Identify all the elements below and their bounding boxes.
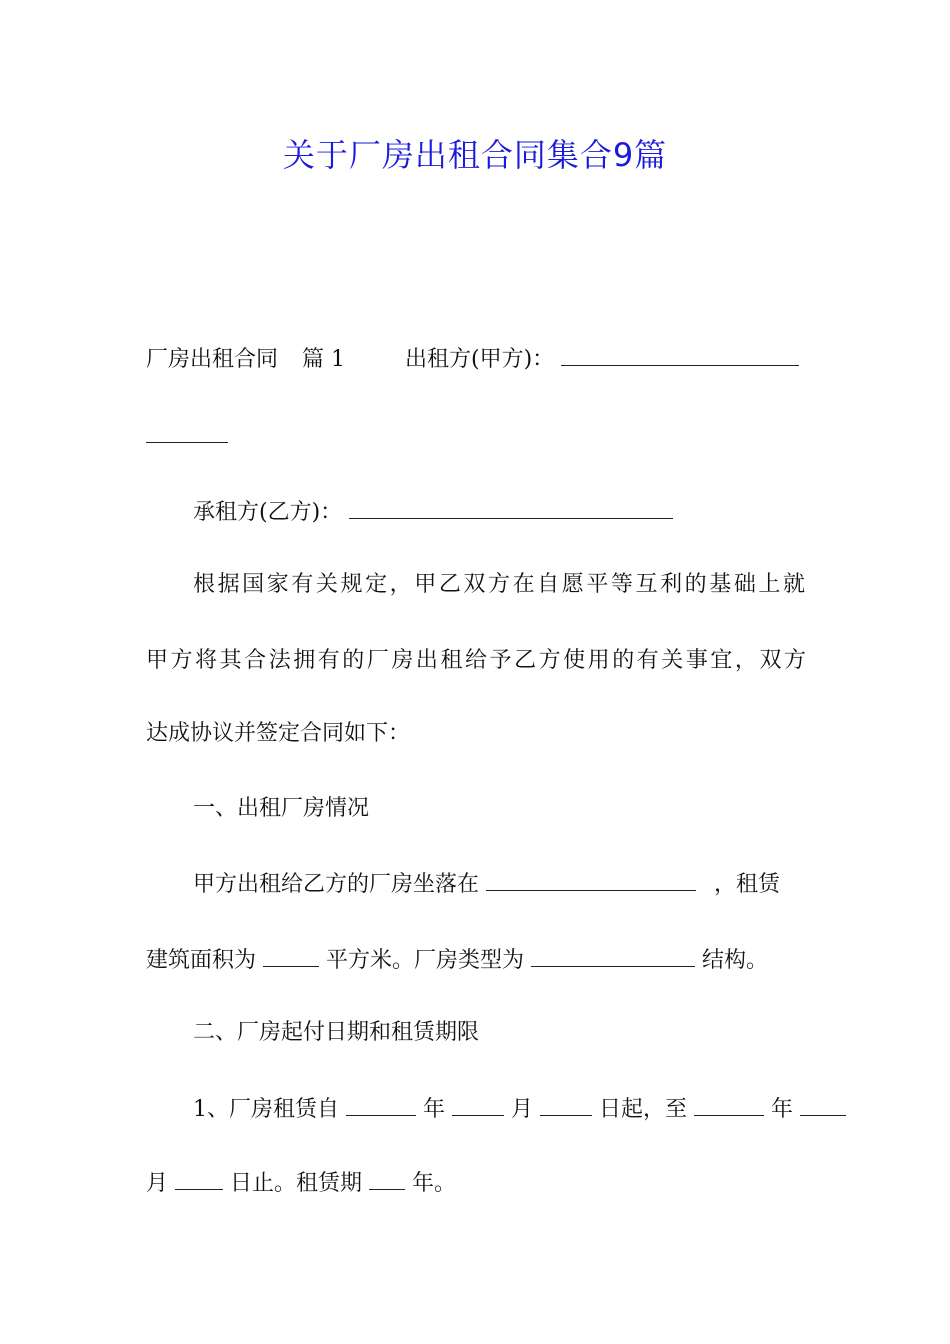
para1-line1: 根据国家有关规定，甲乙双方在自愿平等互利的基础上就 [193, 572, 805, 597]
lessor-blank-continued [146, 420, 228, 443]
end-year-blank [694, 1093, 764, 1116]
end-month-label: 月 [146, 1171, 169, 1196]
type-label: 平方米。厂房类型为 [326, 948, 525, 973]
contract-heading: 厂房出租合同 [146, 347, 279, 372]
start-year-blank [346, 1093, 416, 1116]
lease-label: ，租赁 [714, 872, 781, 897]
end-month-blank [800, 1093, 846, 1116]
term-years-label: 年。 [412, 1171, 457, 1196]
section1-heading: 一、出租厂房情况 [193, 796, 370, 821]
end-day-label: 日止。租赁期 [230, 1171, 363, 1196]
para1-line3: 达成协议并签定合同如下： [146, 721, 411, 746]
start-month-label: 月 [511, 1097, 534, 1122]
lessor-blank [561, 343, 799, 366]
term-start-label: 1、厂房租赁自 [193, 1097, 339, 1122]
lessee-blank [349, 496, 673, 519]
document-title: 关于厂房出租合同集合9篇 [282, 136, 668, 174]
start-year-label: 年 [423, 1097, 446, 1122]
section1-line1 [193, 868, 853, 900]
area-blank [263, 944, 319, 967]
section2-line1 [193, 1093, 853, 1125]
lessor-label: 出租方(甲方)： [405, 347, 555, 372]
start-month-blank [452, 1093, 504, 1116]
start-day-blank [540, 1093, 592, 1116]
section2-line2 [146, 1167, 806, 1199]
area-label: 建筑面积为 [146, 948, 257, 973]
lessee-line [193, 496, 853, 528]
end-day-blank [175, 1167, 223, 1190]
section1-line2 [146, 944, 806, 976]
para1-line2: 甲方将其合法拥有的厂房出租给予乙方使用的有关事宜，双方 [146, 648, 806, 673]
section2-heading: 二、厂房起付日期和租赁期限 [193, 1020, 480, 1045]
contract-number: 篇 1 [302, 347, 346, 372]
lessor-line [146, 343, 806, 375]
term-years-blank [369, 1167, 405, 1190]
location-blank [486, 868, 696, 891]
location-label: 甲方出租给乙方的厂房坐落在 [193, 872, 480, 897]
structure-label: 结构。 [702, 948, 769, 973]
lessee-label: 承租方(乙方)： [193, 500, 343, 525]
structure-blank [531, 944, 695, 967]
start-day-label: 日起，至 [599, 1097, 688, 1122]
lessor-blank-continued-line [146, 420, 806, 452]
end-year-label: 年 [771, 1097, 794, 1122]
